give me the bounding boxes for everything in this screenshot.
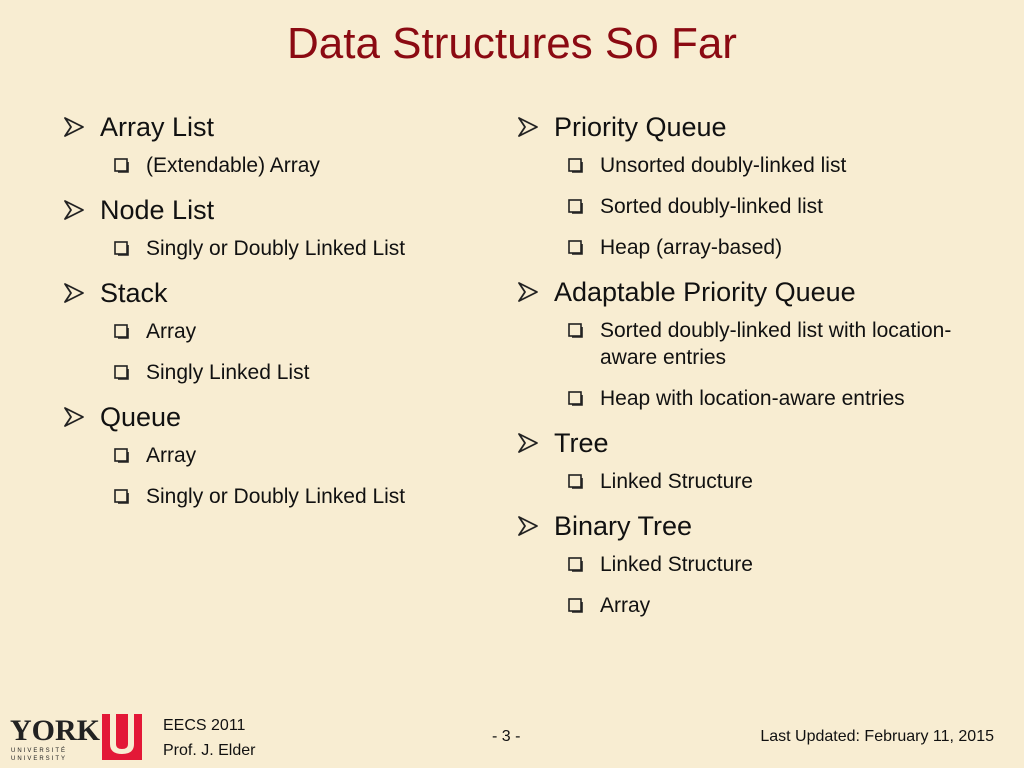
slide-title: Data Structures So Far (287, 19, 737, 68)
bullet-heading (62, 400, 482, 434)
bullet-heading (62, 193, 482, 227)
sub-bullet-label: Sorted doubly-linked list with location-aware entries (600, 319, 952, 369)
logo-subtext: UNIVERSITY (11, 756, 68, 762)
section (62, 193, 482, 262)
heading-label: Stack (100, 278, 168, 308)
checkbox-bullet-icon (568, 474, 583, 489)
sub-bullet-label: Array (600, 594, 651, 617)
checkbox-bullet-icon (114, 158, 129, 173)
section (516, 110, 996, 261)
sub-bullet-label: Singly or Doubly Linked List (146, 237, 406, 260)
sub-bullet (114, 359, 482, 386)
page-number: - 3 - (492, 728, 521, 745)
sub-bullet (568, 592, 996, 619)
checkbox-bullet-icon (568, 598, 583, 613)
sub-bullet-label: Linked Structure (600, 553, 753, 576)
bullet-heading (62, 276, 482, 310)
checkbox-bullet-icon (114, 489, 129, 504)
york-university-logo (10, 712, 150, 762)
sub-bullet-label: (Extendable) Array (146, 154, 320, 177)
checkbox-bullet-icon (114, 448, 129, 463)
arrow-bullet-icon (62, 405, 86, 429)
arrow-bullet-icon (516, 431, 540, 455)
heading-label: Node List (100, 195, 215, 225)
section (62, 110, 482, 179)
right-column (516, 110, 996, 633)
left-column (62, 110, 482, 524)
sub-bullet-label: Array (146, 444, 197, 467)
last-updated: Last Updated: February 11, 2015 (760, 728, 994, 745)
arrow-bullet-icon (516, 115, 540, 139)
sub-bullet-label: Linked Structure (600, 470, 753, 493)
arrow-bullet-icon (62, 115, 86, 139)
checkbox-bullet-icon (114, 324, 129, 339)
checkbox-bullet-icon (568, 323, 583, 338)
logo-wordmark: YORK (10, 714, 100, 747)
sub-bullet-label: Singly Linked List (146, 361, 310, 384)
checkbox-bullet-icon (568, 158, 583, 173)
checkbox-bullet-icon (568, 557, 583, 572)
bullet-heading (516, 110, 996, 144)
bullet-heading (62, 110, 482, 144)
checkbox-bullet-icon (568, 391, 583, 406)
checkbox-bullet-icon (568, 240, 583, 255)
sub-bullet (568, 385, 996, 412)
course-code: EECS 2011 (163, 717, 246, 734)
sub-bullet (114, 235, 482, 262)
bullet-heading (516, 509, 996, 543)
section (516, 509, 996, 619)
heading-label: Binary Tree (554, 511, 693, 541)
section (516, 426, 996, 495)
heading-label: Tree (554, 428, 609, 458)
sub-bullet (114, 152, 482, 179)
section (62, 400, 482, 510)
checkbox-bullet-icon (114, 365, 129, 380)
arrow-bullet-icon (516, 514, 540, 538)
sub-bullet (114, 483, 482, 510)
sub-bullet-label: Array (146, 320, 197, 343)
heading-label: Adaptable Priority Queue (554, 277, 856, 307)
sub-bullet (114, 318, 482, 345)
sub-bullet (568, 468, 996, 495)
footer-course-info (163, 713, 255, 763)
sub-bullet (568, 152, 996, 179)
heading-label: Array List (100, 112, 215, 142)
checkbox-bullet-icon (568, 199, 583, 214)
sub-bullet (114, 442, 482, 469)
logo-subtext: UNIVERSITÉ (11, 748, 68, 754)
sub-bullet-label: Heap with location-aware entries (600, 387, 905, 410)
sub-bullet (568, 193, 996, 220)
heading-label: Queue (100, 402, 182, 432)
sub-bullet (568, 234, 996, 261)
arrow-bullet-icon (62, 198, 86, 222)
sub-bullet (568, 317, 996, 371)
sub-bullet (568, 551, 996, 578)
sub-bullet-label: Unsorted doubly-linked list (600, 154, 847, 177)
section (62, 276, 482, 386)
section (516, 275, 996, 412)
instructor-name: Prof. J. Elder (163, 742, 256, 759)
arrow-bullet-icon (516, 280, 540, 304)
arrow-bullet-icon (62, 281, 86, 305)
sub-bullet-label: Heap (array-based) (600, 236, 783, 259)
sub-bullet-label: Singly or Doubly Linked List (146, 485, 406, 508)
heading-label: Priority Queue (554, 112, 727, 142)
sub-bullet-label: Sorted doubly-linked list (600, 195, 823, 218)
bullet-heading (516, 275, 996, 309)
bullet-heading (516, 426, 996, 460)
checkbox-bullet-icon (114, 241, 129, 256)
